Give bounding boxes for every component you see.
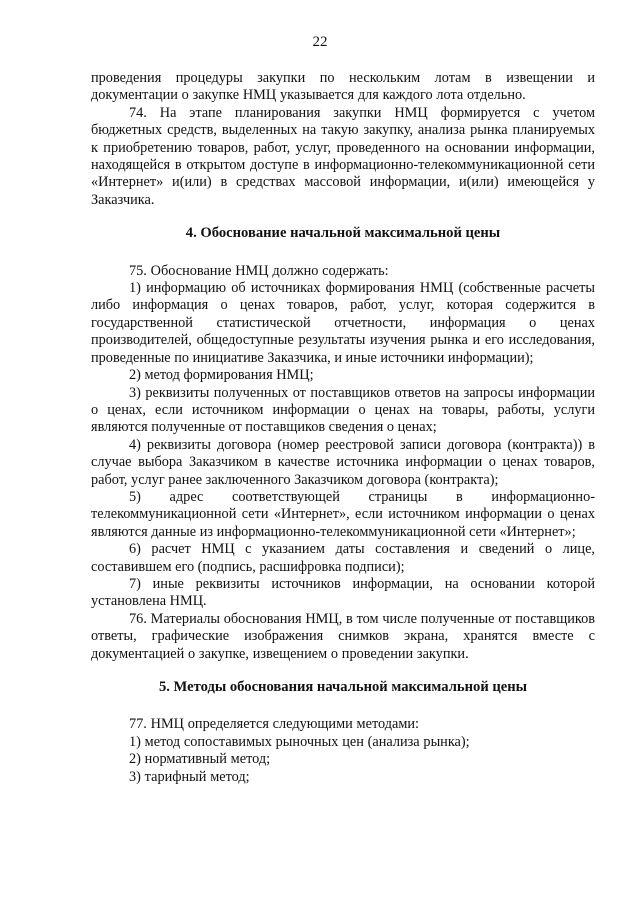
list-item-75-2: 2) метод формирования НМЦ;: [129, 367, 314, 384]
list-item-75-6: 6) расчет НМЦ с указанием даты составления и сведений о лице, составившем его (подпись, расшифровка подписи);: [91, 541, 595, 575]
list-item-77-1: 1) метод сопоставимых рыночных цен (анализа рынка);: [129, 733, 470, 750]
list-item-75-1: 1) информацию об источниках формирования НМЦ (собственные расчеты либо информация о ценах товаров, работ, услуг, которая содержится в государственной статистической отчетности, информация о ценах производителей, общедоступные результаты изучения рынка и его исследования, проведенные по инициативе Заказчика, и иные источники информации);: [91, 280, 595, 366]
section-4-heading: 4. Обоснование начальной максимальной цены: [185, 225, 501, 242]
list-item-75-3: 3) реквизиты полученных от поставщиков ответов на запросы информации о ценах, если источником информации о ценах на товары, работы, услуги являются полученные от поставщиков сведения о ценах;: [91, 384, 595, 436]
list-item-75-4: 4) реквизиты договора (номер реестровой записи договора (контракта)) в случае выбора Заказчиком в качестве источника информации о ценах товаров, работ, услуг ранее заключенного Заказчиком договора (контракта);: [91, 436, 595, 488]
list-item-77-3: 3) тарифный метод;: [129, 768, 250, 785]
list-item-77-2: 2) нормативный метод;: [129, 751, 271, 768]
page-number: 22: [312, 34, 328, 50]
document-body: [91, 70, 595, 786]
paragraph-continuation: проведения процедуры закупки по нескольким лотам в извещении и документации о закупке НМЦ указывается для каждого лота отдельно.: [91, 70, 595, 104]
paragraph-75-intro: 75. Обоснование НМЦ должно содержать:: [129, 262, 389, 279]
list-item-75-5: 5) адрес соответствующей страницы в информационно-телекоммуникационной сети «Интернет», если источником информации о ценах являются данные из информационно-телекоммуникационной сети «Интернет»;: [91, 488, 595, 540]
paragraph-77-intro: 77. НМЦ определяется следующими методами:: [129, 716, 420, 733]
list-item-75-7: 7) иные реквизиты источников информации, на основании которой установлена НМЦ.: [91, 575, 595, 610]
section-5-heading: 5. Методы обоснования начальной максимальной цены: [158, 679, 528, 695]
paragraph-74: 74. На этапе планирования закупки НМЦ формируется с учетом бюджетных средств, выделенных на такую закупку, анализа рынка планируемых к приобретению товаров, работ, услуг, проведенного на основании информации, находящейся в открытом доступе в информационно-телекоммуникационной сети «Интернет» и(или) в средствах массовой информации, и(или) имеющейся у Заказчика.: [91, 104, 595, 208]
paragraph-76: 76. Материалы обоснования НМЦ, в том числе полученные от поставщиков ответы, графические изображения снимков экрана, хранятся вместе с документацией о закупке, извещением о проведении закупки.: [91, 610, 596, 662]
